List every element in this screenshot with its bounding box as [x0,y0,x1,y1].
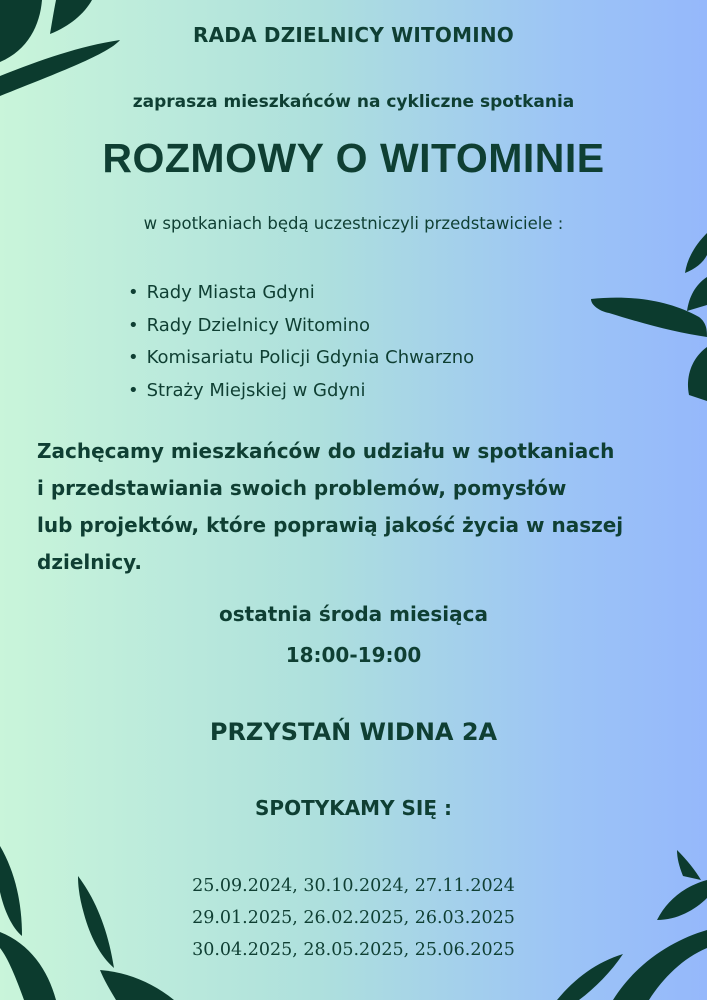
dates-line: 29.01.2025, 26.02.2025, 26.03.2025 [192,908,515,928]
appeal-line: dzielnicy. [37,550,142,574]
participants-intro: w spotkaniach będą uczestniczyli przedstawiciele : [143,214,564,233]
leaf-decoration-right [587,225,707,405]
dates-line: 25.09.2024, 30.10.2024, 27.11.2024 [192,876,515,896]
page-title: ROZMOWY O WITOMINIE [102,135,605,181]
invitation-text: zaprasza mieszkańców na cykliczne spotkania [132,92,575,112]
dates-heading: SPOTYKAMY SIĘ : [255,796,452,820]
appeal-line: lub projektów, które poprawią jakość życia w naszej [37,513,624,537]
meeting-frequency: ostatnia środa miesiąca [219,602,488,626]
list-item: • Rady Miasta Gdyni [128,280,474,313]
dates-line: 30.04.2025, 28.05.2025, 25.06.2025 [192,940,515,960]
appeal-paragraph [37,433,677,581]
council-name: RADA DZIELNICY WITOMINO [192,23,514,47]
meeting-place: PRZYSTAŃ WIDNA 2A [209,718,498,746]
list-item: • Straży Miejskiej w Gdyni [128,378,474,411]
meeting-dates [0,870,707,966]
representatives-list [128,280,474,410]
list-item: • Komisariatu Policji Gdynia Chwarzno [128,345,474,378]
meeting-hours: 18:00-19:00 [285,643,422,667]
appeal-line: i przedstawiania swoich problemów, pomysłów [37,476,567,500]
list-item: • Rady Dzielnicy Witomino [128,313,474,346]
appeal-line: Zachęcamy mieszkańców do udziału w spotkaniach [37,439,615,463]
